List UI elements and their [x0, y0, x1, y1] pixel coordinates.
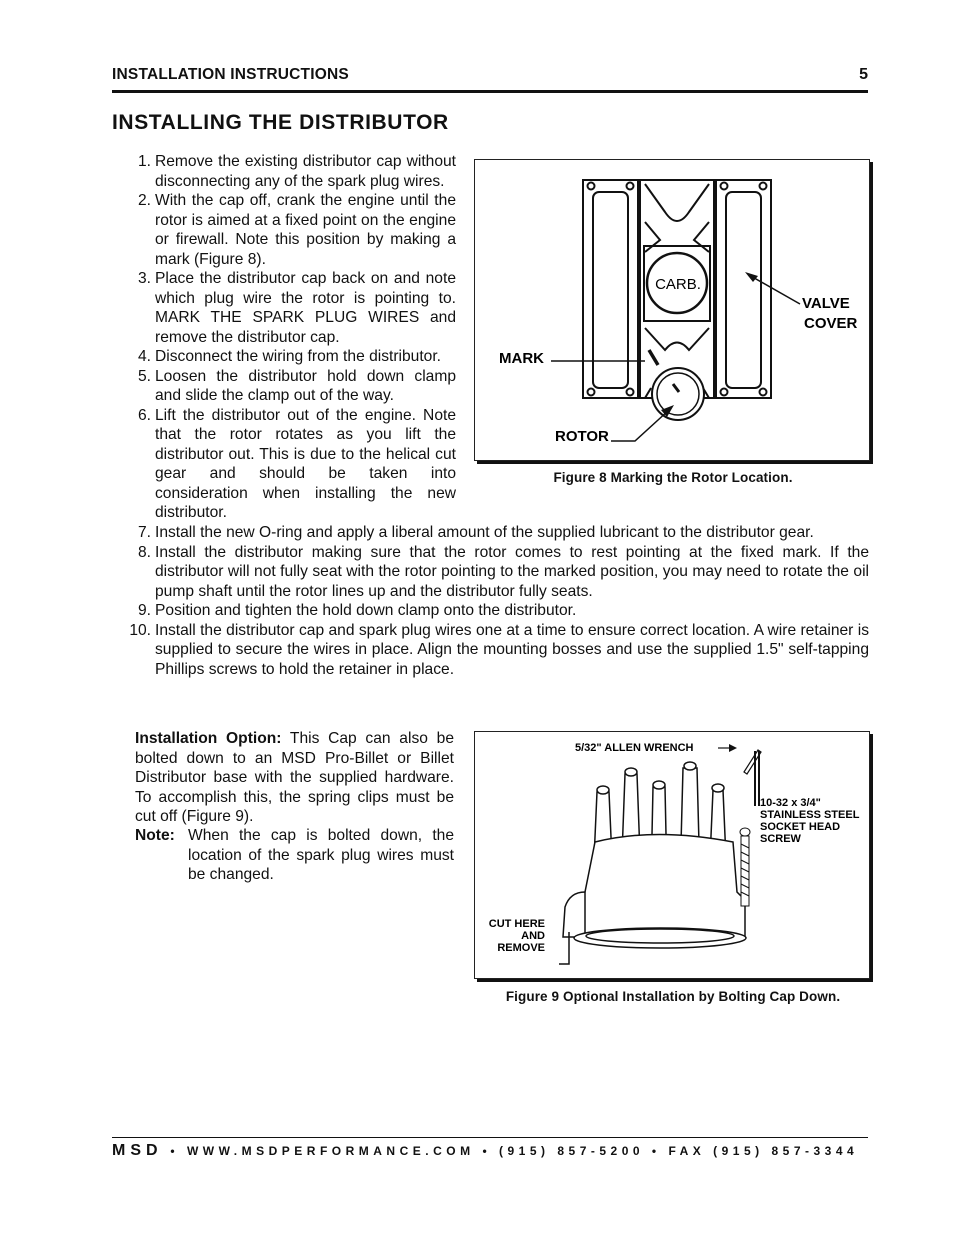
page-title: INSTALLING THE DISTRIBUTOR: [112, 111, 449, 134]
step-item: 5. Loosen the distributor hold down clamp and slide the clamp out of the way.: [137, 367, 456, 404]
rotor-label: ROTOR: [555, 428, 609, 445]
step-item: 3. Place the distributor cap back on and note which plug wire the rotor is pointing to. MARK THE SPARK PLUG WIRES and remove the distributor cap.: [137, 270, 456, 346]
note-label: Note:: [135, 827, 175, 844]
figure-9-caption: Figure 9 Optional Installation by Bolting Cap Down.: [505, 989, 841, 1004]
step-item: 2. With the cap off, crank the engine until the rotor is aimed at a fixed point on the engine or firewall. Note this position by making a mark (Figure 8).: [137, 192, 456, 268]
screw-label-1: 10-32 x 3/4": [760, 797, 821, 809]
header-rule: [112, 90, 868, 93]
step-item: 7. Install the new O-ring and apply a liberal amount of the supplied lubricant to the distributor gear.: [137, 524, 814, 541]
note-paragraph: [135, 826, 454, 883]
screw-label-4: SCREW: [760, 833, 801, 845]
step-item: 8. Install the distributor making sure that the rotor comes to rest pointing at the fixed mark. If the distributor will not fully seat with the rotor pointing to the marked position, you may need to rotate the oil pump shaft until the rotor lines up and the distributor fully seats.: [137, 543, 869, 600]
footer: MSD • WWW.MSDPERFORMANCE.COM • (915) 857-5200 • FAX (915) 857-3344: [112, 1142, 859, 1159]
carb-label: CARB.: [655, 276, 701, 293]
step-item: 6. Lift the distributor out of the engine. Note that the rotor rotates as you lift the distributor out. This is due to the helical cut gear and should be taken into consideration when installing the new distributor.: [137, 406, 456, 521]
engine-top-diagram: [475, 160, 869, 460]
screw-label-2: STAINLESS STEEL: [760, 809, 860, 821]
cover-label: COVER: [804, 315, 858, 332]
cut-label-3: REMOVE: [497, 942, 545, 954]
option-label: Installation Option:: [135, 730, 282, 747]
fixed-mark: [649, 350, 658, 365]
fax-number: FAX (915) 857-3344: [668, 1144, 859, 1158]
wrench-label: 5/32" ALLEN WRENCH: [575, 742, 694, 754]
step-item: 10. Install the distributor cap and spark plug wires one at a time to ensure correct location. A wire retainer is supplied to secure the wires in place. Align the mounting bosses and use the supplied 1.5" self-tapping Phillips screws to hold the retainer in place.: [129, 621, 869, 678]
brand-name: MSD: [112, 1142, 163, 1159]
figure-8-caption: Figure 8 Marking the Rotor Location.: [553, 470, 793, 485]
cut-label-1: CUT HERE: [488, 918, 545, 930]
footer-rule: [112, 1137, 868, 1138]
steps-list-top: [137, 152, 456, 523]
page-number: 5: [859, 66, 868, 83]
steps-list-bottom: [129, 523, 869, 679]
website-link[interactable]: WWW.MSDPERFORMANCE.COM: [186, 1144, 475, 1158]
cut-label-2: AND: [521, 930, 545, 942]
mark-label: MARK: [499, 350, 544, 367]
note-text: When the cap is bolted down, the location of the spark plug wires must be changed.: [188, 827, 454, 883]
phone-number: (915) 857-5200: [499, 1144, 645, 1158]
valve-label: VALVE: [802, 295, 850, 312]
section-header: INSTALLATION INSTRUCTIONS: [112, 66, 349, 83]
step-item: 9. Position and tighten the hold down clamp onto the distributor.: [137, 602, 577, 619]
step-item: 1. Remove the existing distributor cap without disconnecting any of the spark plug wires.: [137, 153, 456, 190]
step-item: 4. Disconnect the wiring from the distributor.: [137, 348, 442, 365]
installation-option-paragraph: [135, 729, 454, 827]
figure-9-bolting-cap: [474, 731, 870, 979]
distributor-cap-diagram: [475, 732, 869, 978]
screw-label-3: SOCKET HEAD: [760, 821, 841, 833]
option-text: This Cap can also be bolted down to an MSD Pro-Billet or Billet Distributor base with the supplied hardware. To accomplish this, the spring clips must be cut off (Figure 9).: [135, 730, 454, 825]
figure-8-rotor-location: [474, 159, 870, 461]
